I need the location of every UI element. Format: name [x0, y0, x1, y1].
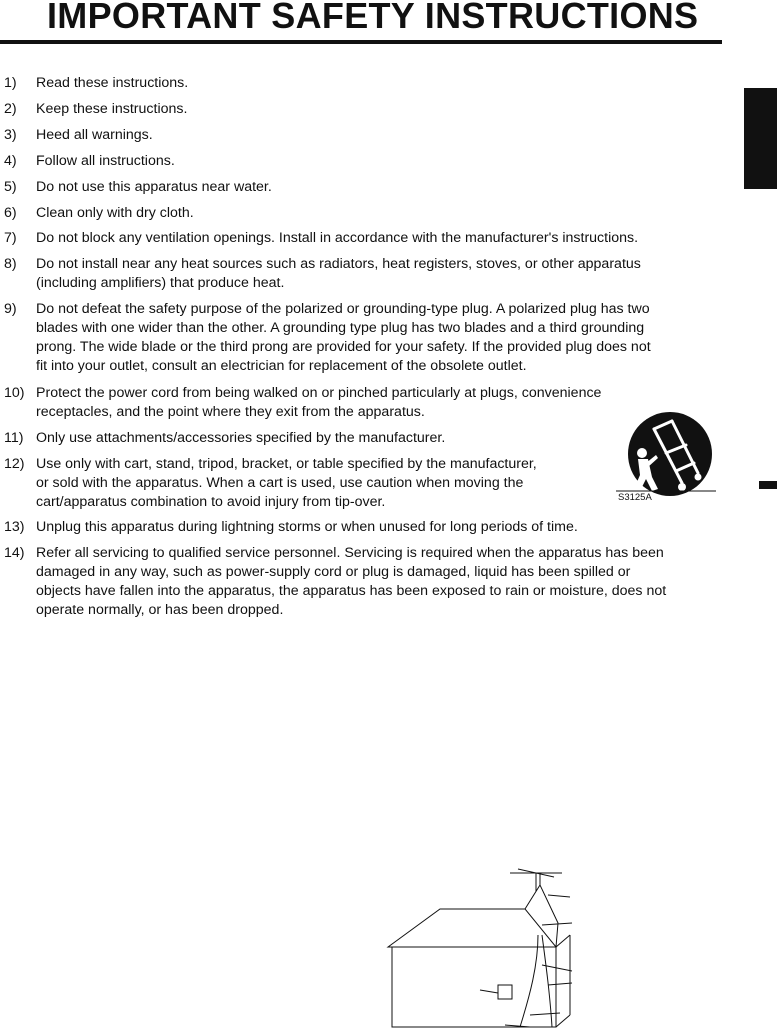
- instruction-line: objects have fallen into the apparatus, the apparatus has been exposed to rain or moisture, does not: [36, 583, 667, 599]
- instruction-line: Clean only with dry cloth.: [36, 205, 194, 221]
- language-tab-marker: [744, 88, 777, 189]
- instruction-line: Unplug this apparatus during lightning storms or when unused for long periods of time.: [36, 519, 578, 535]
- title-rule: [0, 40, 722, 44]
- instruction-number: 9): [4, 301, 17, 317]
- instruction-number: 6): [4, 205, 17, 221]
- instruction-number: 10): [4, 385, 25, 401]
- instruction-line: receptacles, and the point where they exit from the apparatus.: [36, 404, 425, 420]
- instruction-line: Protect the power cord from being walked on or pinched particularly at plugs, convenience: [36, 385, 602, 401]
- instruction-line: Do not install near any heat sources such as radiators, heat registers, stoves, or other apparatus: [36, 256, 641, 272]
- page-edge-marker: [759, 481, 777, 489]
- instruction-number: 1): [4, 75, 17, 91]
- instruction-number: 2): [4, 101, 17, 117]
- instruction-line: cart/apparatus combination to avoid injury from tip-over.: [36, 494, 386, 510]
- instruction-line: Follow all instructions.: [36, 153, 175, 169]
- instruction-line: Use only with cart, stand, tripod, bracket, or table specified by the manufacturer,: [36, 456, 537, 472]
- instruction-line: Do not block any ventilation openings. Install in accordance with the manufacturer's instructions.: [36, 230, 639, 246]
- instruction-line: Do not use this apparatus near water.: [36, 179, 272, 195]
- instruction-line: Only use attachments/accessories specified by the manufacturer.: [36, 430, 446, 446]
- instruction-line: Do not defeat the safety purpose of the polarized or grounding-type plug. A polarized plug has two: [36, 301, 650, 317]
- instruction-line: operate normally, or has been dropped.: [36, 602, 284, 618]
- instruction-number: 12): [4, 456, 25, 472]
- instruction-number: 8): [4, 256, 17, 272]
- instruction-line: Read these instructions.: [36, 75, 189, 91]
- instruction-line: Keep these instructions.: [36, 101, 188, 117]
- instruction-number: 13): [4, 519, 25, 535]
- cart-warning-label: S3125A: [618, 492, 652, 503]
- instruction-number: 3): [4, 127, 17, 143]
- instruction-line: damaged in any way, such as power-supply cord or plug is damaged, liquid has been spilled or: [36, 564, 631, 580]
- instruction-line: fit into your outlet, consult an electrician for replacement of the obsolete outlet.: [36, 358, 527, 374]
- instruction-line: Heed all warnings.: [36, 127, 153, 143]
- instruction-line: or sold with the apparatus. When a cart is used, use caution when moving the: [36, 475, 524, 491]
- instruction-number: 7): [4, 230, 17, 246]
- instruction-number: 5): [4, 179, 17, 195]
- antenna-grounding-diagram: [380, 865, 580, 1030]
- instruction-line: blades with one wider than the other. A grounding type plug has two blades and a third grounding: [36, 320, 645, 336]
- instruction-number: 4): [4, 153, 17, 169]
- instruction-line: (including amplifiers) that produce heat.: [36, 275, 285, 291]
- instruction-number: 14): [4, 545, 25, 561]
- instruction-line: Refer all servicing to qualified service personnel. Servicing is required when the apparatus has been: [36, 545, 664, 561]
- instruction-number: 11): [4, 430, 24, 446]
- instruction-line: prong. The wide blade or the third prong are provided for your safety. If the provided plug does not: [36, 339, 651, 355]
- page-title: IMPORTANT SAFETY INSTRUCTIONS: [47, 0, 699, 36]
